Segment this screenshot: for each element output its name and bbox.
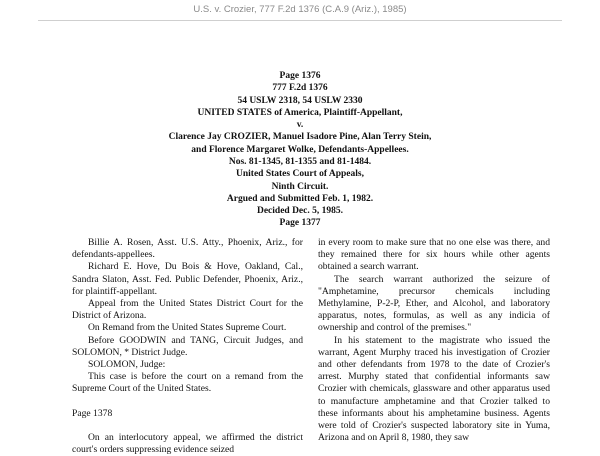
caption-argued-date: Argued and Submitted Feb. 1, 1982. bbox=[226, 193, 374, 204]
panel-judges: Before GOODWIN and TANG, Circuit Judges, and SOLOMON, * District Judge. bbox=[72, 334, 303, 358]
opinion-paragraph: In his statement to the magistrate who issued the warrant, Agent Murphy traced his investigation of Crozier and other defendants from 1978 to the date of Crozier's arrest. Murphy stated that confidential informants saw Crozier with chemicals, glassware and other apparatus used to manufacture amphetamine and that Crozier talked to these informants about his amphetamine business. Agents were told of Crozier's suspected laboratory site in Yuma, Arizona and on April 8, 1980, they saw bbox=[318, 334, 550, 444]
caption-circuit: Ninth Circuit. bbox=[271, 181, 329, 192]
right-column bbox=[318, 237, 550, 444]
inline-page-marker: Page 1378 bbox=[72, 407, 113, 419]
caption-court: United States Court of Appeals, bbox=[236, 169, 364, 180]
caption-reporter-citation: 777 F.2d 1376 bbox=[272, 83, 328, 94]
running-header: U.S. v. Crozier, 777 F.2d 1376 (C.A.9 (Ariz.), 1985) bbox=[193, 4, 407, 15]
opinion-paragraph: in every room to make sure that no one else was there, and they remained there for six hours while other agents obtained a search warrant. bbox=[318, 237, 550, 273]
counsel-appellees: Billie A. Rosen, Asst. U.S. Atty., Phoenix, Ariz., for defendants-appellees. bbox=[72, 237, 303, 261]
left-column bbox=[72, 237, 303, 456]
case-caption bbox=[0, 70, 600, 218]
caption-decided-date: Decided Dec. 5, 1985. bbox=[256, 206, 343, 217]
caption-docket-numbers: Nos. 81-1345, 81-1355 and 81-1484. bbox=[228, 157, 372, 168]
caption-defendants-line-2: and Florence Margaret Wolke, Defendants-Appellees. bbox=[191, 144, 409, 155]
opinion-author: SOLOMON, Judge: bbox=[88, 359, 166, 371]
caption-plaintiff: UNITED STATES of America, Plaintiff-Appellant, bbox=[197, 107, 403, 118]
appeal-origin: Appeal from the United States District Court for the District of Arizona. bbox=[72, 298, 303, 322]
counsel-appellant: Richard E. Hove, Du Bois & Hove, Oakland, Cal., Sandra Slaton, Asst. Fed. Public Defender, Phoenix, Ariz., for plaintiff-appellant. bbox=[72, 261, 303, 297]
caption-page-number: Page 1376 bbox=[279, 71, 321, 81]
page-marker: Page 1377 bbox=[279, 218, 321, 228]
opinion-paragraph: On an interlocutory appeal, we affirmed the district court's orders suppressing evidence seized bbox=[72, 431, 303, 456]
header-divider bbox=[38, 20, 562, 21]
caption-uslw-citation: 54 USLW 2318, 54 USLW 2330 bbox=[237, 95, 363, 106]
opinion-paragraph: This case is before the court on a remand from the Supreme Court of the United States. bbox=[72, 371, 303, 395]
caption-versus: v. bbox=[296, 120, 304, 131]
caption-defendants-line-1: Clarence Jay CROZIER, Manuel Isadore Pine, Alan Terry Stein, bbox=[168, 132, 432, 143]
remand-note: On Remand from the United States Supreme Court. bbox=[88, 322, 287, 334]
opinion-paragraph: The search warrant authorized the seizure of "Amphetamine, precursor chemicals including Methylamine, P-2-P, Ether, and Alcohol, and laboratory apparatus, notes, formulas, as well as any indicia of ownership and control of the premises." bbox=[318, 273, 550, 334]
